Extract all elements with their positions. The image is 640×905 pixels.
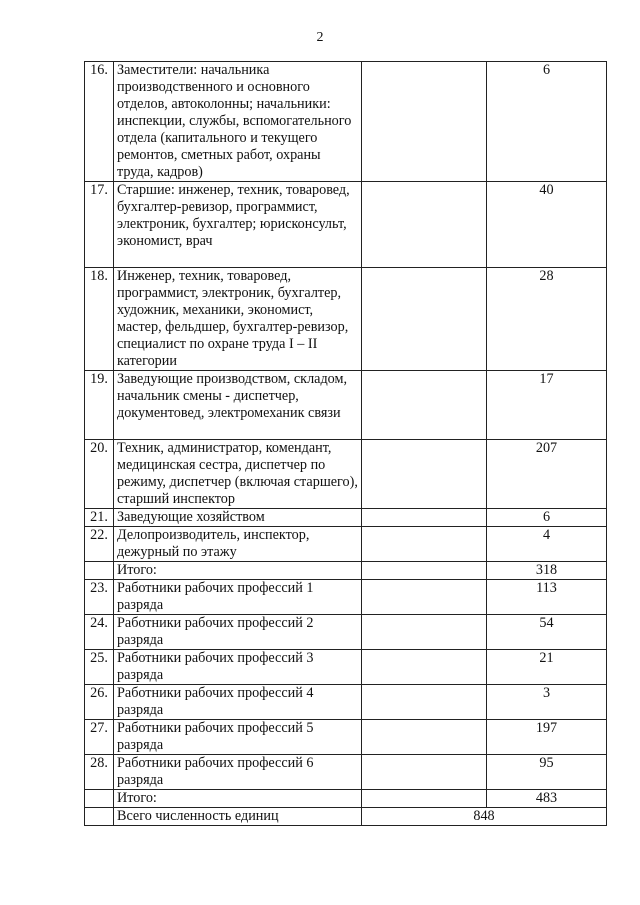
staff-table bbox=[84, 61, 607, 826]
grand-total-row bbox=[85, 808, 607, 826]
position-name: Работники рабочих профессий 2 разряда bbox=[114, 615, 362, 650]
staff-count: 21 bbox=[487, 650, 607, 685]
empty-cell bbox=[362, 580, 487, 615]
row-number: 16. bbox=[85, 62, 114, 182]
position-name: Работники рабочих профессий 5 разряда bbox=[114, 720, 362, 755]
empty-cell bbox=[362, 62, 487, 182]
position-name: Заместители: начальника производственного и основного отделов, автоколонны; начальники: инспекции, службы, вспомогательного отдела (капитального и текущего ремонтов, сметных работ, охраны труда, кадров) bbox=[114, 62, 362, 182]
row-number bbox=[85, 790, 114, 808]
empty-cell bbox=[362, 182, 487, 268]
subtotal-count: 318 bbox=[487, 562, 607, 580]
empty-cell bbox=[362, 440, 487, 509]
table-row bbox=[85, 685, 607, 720]
subtotal-label: Итого: bbox=[114, 790, 362, 808]
row-number: 18. bbox=[85, 268, 114, 371]
staff-count: 197 bbox=[487, 720, 607, 755]
row-number: 25. bbox=[85, 650, 114, 685]
row-number: 26. bbox=[85, 685, 114, 720]
staff-count: 113 bbox=[487, 580, 607, 615]
row-number: 17. bbox=[85, 182, 114, 268]
staff-count: 4 bbox=[487, 527, 607, 562]
position-name: Инженер, техник, товаровед, программист, электроник, бухгалтер, художник, механики, экономист, мастер, фельдшер, бухгалтер-ревизор, специалист по охране труда I – II категории bbox=[114, 268, 362, 371]
position-name: Техник, администратор, комендант, медицинская сестра, диспетчер по режиму, диспетчер (включая старшего), старший инспектор bbox=[114, 440, 362, 509]
staff-count: 6 bbox=[487, 509, 607, 527]
table-row bbox=[85, 755, 607, 790]
position-name: Делопроизводитель, инспектор, дежурный по этажу bbox=[114, 527, 362, 562]
staff-count: 3 bbox=[487, 685, 607, 720]
grand-total-value: 848 bbox=[362, 808, 607, 826]
staff-count: 54 bbox=[487, 615, 607, 650]
table-row bbox=[85, 440, 607, 509]
position-name: Заведующие производством, складом, начальник смены - диспетчер, документовед, электромеханик связи bbox=[114, 371, 362, 440]
table-row bbox=[85, 371, 607, 440]
row-number: 22. bbox=[85, 527, 114, 562]
empty-cell bbox=[362, 509, 487, 527]
table-row bbox=[85, 650, 607, 685]
subtotal-count: 483 bbox=[487, 790, 607, 808]
position-name: Старшие: инженер, техник, товаровед, бухгалтер-ревизор, программист, электроник, бухгалтер; юрисконсульт, экономист, врач bbox=[114, 182, 362, 268]
staff-count: 95 bbox=[487, 755, 607, 790]
empty-cell bbox=[362, 650, 487, 685]
row-number: 27. bbox=[85, 720, 114, 755]
position-name: Заведующие хозяйством bbox=[114, 509, 362, 527]
position-name: Работники рабочих профессий 4 разряда bbox=[114, 685, 362, 720]
empty-cell bbox=[362, 615, 487, 650]
row-number bbox=[85, 562, 114, 580]
subtotal-label: Итого: bbox=[114, 562, 362, 580]
empty-cell bbox=[362, 371, 487, 440]
staff-count: 207 bbox=[487, 440, 607, 509]
table-row bbox=[85, 182, 607, 268]
row-number: 20. bbox=[85, 440, 114, 509]
table-row bbox=[85, 580, 607, 615]
subtotal-row bbox=[85, 790, 607, 808]
subtotal-row bbox=[85, 562, 607, 580]
row-number: 21. bbox=[85, 509, 114, 527]
page-number: 2 bbox=[316, 30, 324, 45]
staff-count: 6 bbox=[487, 62, 607, 182]
staff-count: 28 bbox=[487, 268, 607, 371]
table-row bbox=[85, 615, 607, 650]
empty-cell bbox=[362, 755, 487, 790]
table-row bbox=[85, 509, 607, 527]
row-number: 19. bbox=[85, 371, 114, 440]
position-name: Работники рабочих профессий 6 разряда bbox=[114, 755, 362, 790]
empty-cell bbox=[362, 790, 487, 808]
table-row bbox=[85, 268, 607, 371]
table-row bbox=[85, 527, 607, 562]
staff-count: 17 bbox=[487, 371, 607, 440]
position-name: Работники рабочих профессий 3 разряда bbox=[114, 650, 362, 685]
empty-cell bbox=[362, 527, 487, 562]
row-number: 23. bbox=[85, 580, 114, 615]
empty-cell bbox=[362, 720, 487, 755]
position-name: Работники рабочих профессий 1 разряда bbox=[114, 580, 362, 615]
row-number: 24. bbox=[85, 615, 114, 650]
empty-cell bbox=[85, 808, 114, 826]
empty-cell bbox=[362, 562, 487, 580]
table-row bbox=[85, 62, 607, 182]
empty-cell bbox=[362, 268, 487, 371]
staff-count: 40 bbox=[487, 182, 607, 268]
table-row bbox=[85, 720, 607, 755]
row-number: 28. bbox=[85, 755, 114, 790]
empty-cell bbox=[362, 685, 487, 720]
grand-total-label: Всего численность единиц bbox=[114, 808, 362, 826]
